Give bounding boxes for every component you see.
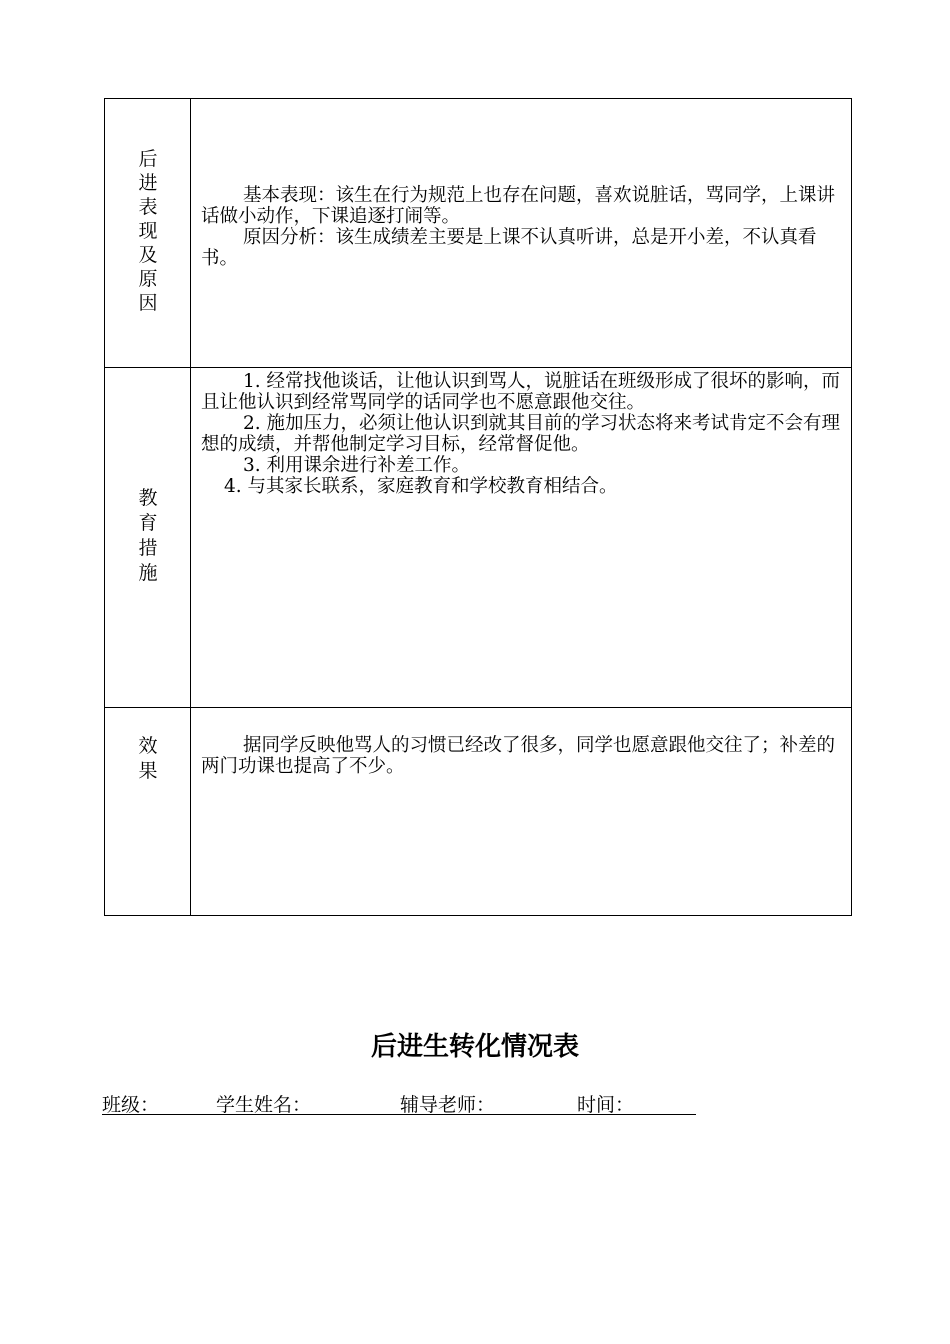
measure-item-4: 4. 与其家长联系，家庭教育和学校教育相结合。 [224, 476, 618, 497]
row-education-measures [105, 367, 851, 708]
time-label: 时间： [577, 1094, 635, 1116]
measure-item-3: 3. 利用课余进行补差工作。 [243, 455, 471, 476]
info-line [102, 1090, 696, 1115]
row-effect [105, 707, 851, 916]
teacher-label: 辅导老师： [400, 1094, 496, 1116]
row-label-education-measures: 教 育 措 施 [105, 368, 191, 708]
record-table [104, 98, 852, 916]
class-label: 班级： [102, 1094, 160, 1116]
row-content-education-measures [201, 371, 847, 497]
row-behavior-cause [105, 99, 851, 367]
paragraph-basic-behavior: 基本表现：该生在行为规范上也存在问题，喜欢说脏话，骂同学，上课讲话做小动作，下课追逐打闹等。 [201, 185, 836, 227]
row-content-behavior-cause [201, 185, 847, 269]
row-label-effect: 效 果 [105, 708, 191, 916]
row-label-behavior-cause: 后 进 表 现 及 原 因 [105, 99, 191, 367]
student-name-label: 学生姓名： [216, 1094, 312, 1116]
measure-item-2: 2. 施加压力，必须让他认识到就其目前的学习状态将来考试肯定不会有理想的成绩，并帮他制定学习目标，经常督促他。 [201, 413, 841, 455]
form-title: 后进生转化情况表 [370, 1032, 579, 1062]
row-content-effect [201, 735, 847, 777]
paragraph-effect: 据同学反映他骂人的习惯已经改了很多，同学也愿意跟他交往了；补差的两门功课也提高了不少。 [201, 735, 836, 777]
paragraph-cause-analysis: 原因分析：该生成绩差主要是上课不认真听讲，总是开小差，不认真看书。 [201, 227, 817, 269]
measure-item-1: 1. 经常找他谈话，让他认识到骂人，说脏话在班级形成了很坏的影响，而且让他认识到经常骂同学的话同学也不愿意跟他交往。 [201, 371, 841, 413]
